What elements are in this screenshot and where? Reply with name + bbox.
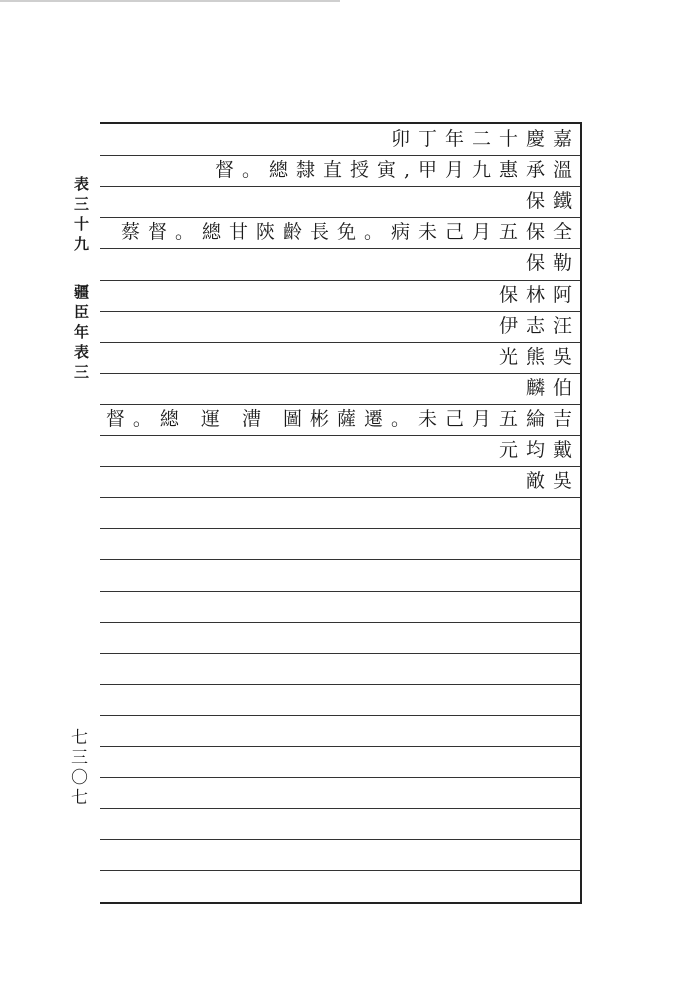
page-number: 七三〇七 [67,728,87,808]
table-rule [100,777,580,778]
table-rule [100,746,580,747]
table-rule [100,715,580,716]
table-rule [100,497,580,498]
table-row-text: 督。總 運 漕 圖彬薩遷。未己月五綸吉 [105,408,580,430]
table-rule [100,559,580,560]
table-rule [100,466,580,467]
table-rule [100,373,580,374]
table-row-text: 保勒 [525,252,580,274]
table-rule [100,591,580,592]
table-rule [100,684,580,685]
margin-table-label: 表三十九 [72,176,90,256]
scan-top-edge [0,0,340,2]
table-row-text: 卯丁年二十慶嘉 [390,128,580,150]
table-rule [100,870,580,871]
table-row-text: 敵吳 [525,470,580,492]
table-row-text: 督。總隸直授寅,甲月九惠承溫 [214,159,580,181]
table-rule [100,653,580,654]
table-row-text: 元均戴 [498,439,580,461]
table-rule [100,622,580,623]
table-bottom-border [100,902,582,904]
margin-section-title: 疆臣年表三 [72,284,90,384]
table-row-text: 麟伯 [525,377,580,399]
table-row-text: 光熊吳 [498,346,580,368]
table-row-text: 伊志汪 [498,315,580,337]
table-rule [100,528,580,529]
table-rule [100,808,580,809]
table-row-text: 蔡督。總甘陝齡長免。病未己月五保全 [120,221,580,243]
table-rule [100,186,580,187]
table-row-text: 保鐵 [525,190,580,212]
table-rule [100,839,580,840]
table-row-text: 保林阿 [498,284,580,306]
table-right-border [580,122,582,904]
table-rule [100,248,580,249]
